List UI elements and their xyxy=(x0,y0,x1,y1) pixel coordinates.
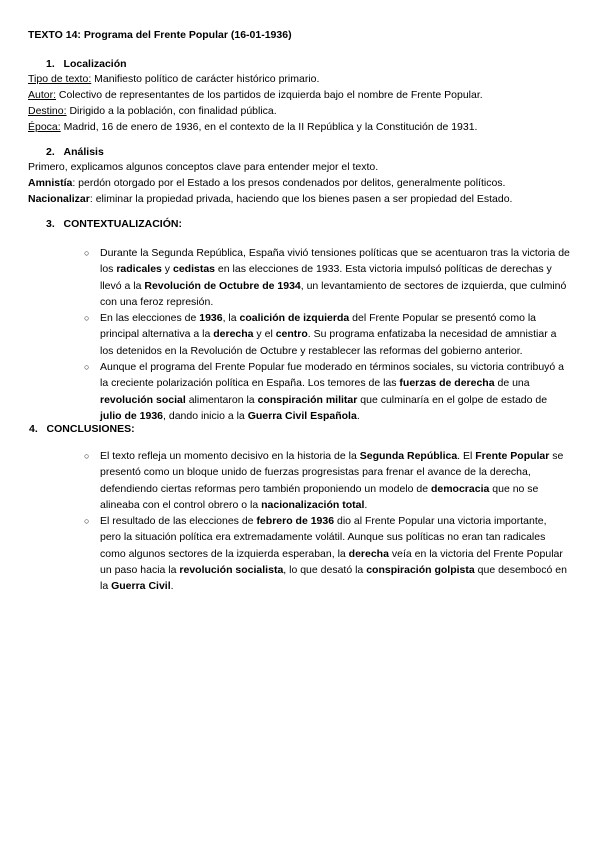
term-definition: : perdón otorgado por el Estado a los presos condenados por delitos, generalmente políticos. xyxy=(72,177,506,189)
bullet-icon: ○ xyxy=(84,313,90,324)
analysis-intro: Primero, explicamos algunos conceptos clave para entender mejor el texto. xyxy=(28,161,379,173)
location-row-destination xyxy=(28,105,277,117)
bullet-icon: ○ xyxy=(84,362,90,373)
section-title: Análisis xyxy=(63,146,104,158)
term-nacionalizar xyxy=(28,193,512,205)
bullet-icon: ○ xyxy=(84,451,90,461)
row-label: Época: xyxy=(28,121,61,133)
bullet-icon: ○ xyxy=(84,516,90,527)
section-2-heading xyxy=(46,146,104,158)
location-row-author xyxy=(28,89,483,101)
row-text: Dirigido a la población, con finalidad pública. xyxy=(66,105,277,117)
row-text: Manifiesto político de carácter histórico primario. xyxy=(91,73,320,85)
row-text: Colectivo de representantes de los partidos de izquierda bajo el nombre de Frente Popular. xyxy=(56,89,483,101)
section-number: 4. xyxy=(29,423,38,435)
list-item: ○ El texto refleja un momento decisivo en la historia de la Segunda República. El Frente Popular se presentó como un bloque unido de fuerzas progresistas para frenar el avance de la derecha, defendiendo ciertas reformas pero también proponiendo un modelo de democracia que no se alineaba con el control obrero o la nacionalización total. xyxy=(84,450,564,511)
location-row-epoch xyxy=(28,121,477,133)
bullet-icon: ○ xyxy=(84,248,90,258)
term-name: Nacionalizar xyxy=(28,193,90,205)
list-item: ○ Durante la Segunda República, España vivió tensiones políticas que se acentuaron tras la victoria de los radicales y cedistas en las elecciones de 1933. Esta victoria impulsó políticas de derechas y llevó a la Revolución de Octubre de 1934, un levantamiento de sectores de izquierda, que culminó con una feroz represión. xyxy=(84,247,570,308)
list-item: ○ En las elecciones de 1936, la coalición de izquierda del Frente Popular se presentó como la principal alternativa a la derecha y el centro. Su programa enfatizaba la necesidad de amnistiar a los detenidos en la Revolución de Octubre y restablecer las reformas del gobierno anterior. xyxy=(84,312,557,357)
section-title: CONTEXTUALIZACIÓN: xyxy=(63,218,182,230)
section-title: CONCLUSIONES: xyxy=(46,423,135,435)
section-title: Localización xyxy=(63,58,127,70)
section-number: 2. xyxy=(46,146,55,158)
row-label: Destino: xyxy=(28,105,67,117)
term-name: Amnistía xyxy=(28,177,73,189)
conclusion-bullets xyxy=(84,448,570,595)
section-number: 1. xyxy=(46,58,55,70)
row-label: Autor: xyxy=(28,89,57,101)
row-label: Tipo de texto: xyxy=(28,73,92,85)
row-text: Madrid, 16 de enero de 1936, en el contexto de la II República y la Constitución de 1931. xyxy=(60,121,478,133)
term-definition: : eliminar la propiedad privada, haciendo que los bienes pasen a ser propiedad del Estado. xyxy=(89,193,513,205)
list-item: ○ El resultado de las elecciones de febrero de 1936 dio al Frente Popular una victoria importante, pero la situación política era extremadamente volátil. Aunque sus políticas no eran tan radicales como algunos sectores de la izquierda esperaban, la derecha veía en la victoria del Frente Popular un paso hacia la revolución socialista, lo que desató la conspiración golpista que desembocó en la Guerra Civil. xyxy=(84,515,567,593)
section-3-heading xyxy=(46,218,182,230)
section-number: 3. xyxy=(46,218,55,230)
term-amnistia xyxy=(28,177,505,189)
document-title: TEXTO 14: Programa del Frente Popular (16-01-1936) xyxy=(28,29,292,41)
section-1-heading xyxy=(46,58,127,70)
list-item: ○ Aunque el programa del Frente Popular fue moderado en términos sociales, su victoria contribuyó a la creciente polarización política en España. Los temores de las fuerzas de derecha de una revolución social alimentaron la conspiración militar que culminaría en el golpe de estado de julio de 1936, dando inicio a la Guerra Civil Española. xyxy=(84,361,565,422)
section-4-heading xyxy=(29,423,135,435)
location-row-type xyxy=(28,73,319,85)
context-bullets xyxy=(84,245,570,424)
